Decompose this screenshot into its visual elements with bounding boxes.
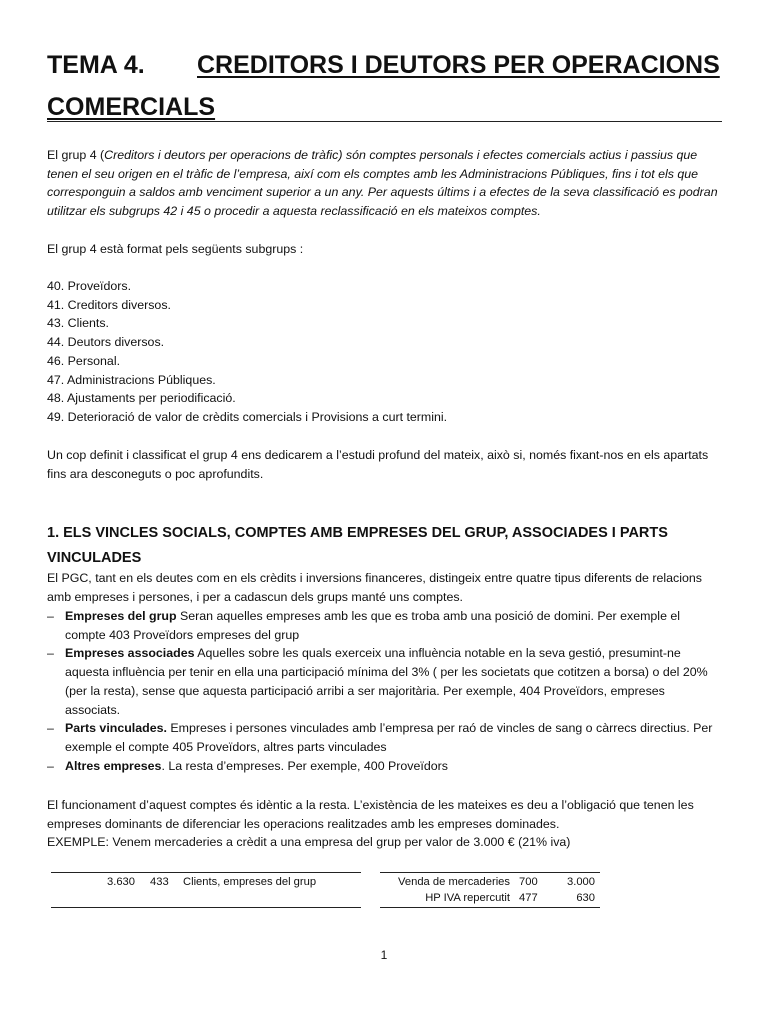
list-item — [47, 757, 719, 776]
bullet-text: . La resta d’empreses. Per exemple, 400 Proveïdors — [161, 758, 448, 773]
closing-text: El funcionament d’aquest comptes és idèntic a la resta. L’existència de les mateixes es deu a l’obligació que tenen les empreses dominants de diferenciar les operacions realitzades amb les empreses dominades. — [47, 798, 694, 831]
credit-account: HP IVA repercutit — [425, 892, 510, 904]
intro-text-start: El grup 4 ( — [47, 148, 105, 162]
list-item — [47, 607, 719, 644]
table-row — [380, 889, 600, 907]
subgroups-intro: El grup 4 està format pels següents subgrups : — [47, 242, 304, 256]
relation-types-list — [47, 607, 719, 775]
page-title — [47, 44, 722, 128]
section-heading: 1. ELS VINCLES SOCIALS, COMPTES AMB EMPRESES DEL GRUP, ASSOCIADES I PARTS VINCULADES — [47, 525, 668, 566]
bullet-term: Empreses associades — [65, 646, 195, 661]
list-item — [47, 644, 719, 719]
bullet-term: Parts vinculades. — [65, 721, 167, 736]
section-intro: El PGC, tant en els deutes com en els crèdits i inversions financeres, distingeix entre quatre tipus diferents de relacions amb empreses i persones, i per a cadascun dels grups manté uns comptes. — [47, 571, 702, 604]
list-item: 43. Clients. — [47, 316, 109, 331]
list-item — [47, 719, 719, 756]
subgroups-list — [47, 277, 447, 427]
intro-group-name: Creditors i deutors per operacions de tràfic — [104, 148, 339, 162]
title-divider — [47, 121, 722, 122]
ledger-bottom-rule — [380, 907, 600, 908]
bullet-text: Seran aquelles empreses amb les que es troba amb una posició de domini. Per exemple el compte 403 Proveïdors empreses del grup — [65, 609, 681, 642]
dash-bullet: – — [47, 646, 54, 661]
debit-amount: 3.630 — [107, 876, 135, 888]
bullet-term: Altres empreses — [65, 758, 162, 773]
closing-paragraph — [47, 796, 719, 852]
dash-bullet: – — [47, 721, 54, 736]
title-number: TEMA 4. — [47, 51, 145, 79]
credit-code: 700 — [519, 876, 538, 888]
list-item: 44. Deutors diversos. — [47, 335, 165, 350]
debit-code: 433 — [150, 876, 169, 888]
intro-paragraph — [47, 146, 719, 221]
credit-amount: 630 — [576, 892, 595, 904]
ledger-bottom-rule — [51, 907, 361, 908]
transition-paragraph: Un cop definit i classificat el grup 4 ens dedicarem a l’estudi profund del mateix, això si, només fixant-nos en els apartats fins ara desconeguts o poc aprofundits. — [47, 448, 709, 481]
bullet-text: Aquelles sobre les quals exerceix una influència notable en la seva gestió, presumint-ne aquesta influència per tenir en ella una participació mínima del 3% ( per les societats que cotitzen a borsa) o del 20% (per la resta), sense que aquesta participació arribi a ser majoritària. Per exemple, 404 Proveïdors, empreses associats. — [65, 646, 708, 717]
dash-bullet: – — [47, 609, 54, 623]
dash-bullet: – — [47, 758, 54, 773]
list-item: 49. Deterioració de valor de crèdits comercials i Provisions a curt termini. — [47, 409, 448, 424]
list-item: 48. Ajustaments per periodificació. — [47, 391, 236, 406]
intro-text-rest: ) són comptes personals i efectes comercials actius i passius que tenen el seu origen en el tràfic de l’empresa, així com els comptes amb les Administracions Públiques, fins i tot els que corresponguin a saldos amb venciment superior a un any. Per aquests últims i a efectes de la seva classificació es podran utilitzar els subgrups 42 i 45 o procedir a aquesta reclassificació en els mateixos comptes. — [47, 148, 718, 219]
example-text: EXEMPLE: Venem mercaderies a crèdit a una empresa del grup per valor de 3.000 € (21% iva) — [47, 835, 571, 850]
list-item: 41. Creditors diversos. — [47, 297, 171, 312]
bullet-term: Empreses del grup — [65, 609, 177, 623]
list-item: 46. Personal. — [47, 353, 121, 368]
credit-account: Venda de mercaderies — [398, 876, 510, 888]
title-text: CREDITORS I DEUTORS PER OPERACIONS COMERCIALS — [47, 51, 720, 121]
debit-account: Clients, empreses del grup — [183, 876, 317, 888]
page-number: 1 — [380, 948, 388, 962]
bullet-text: Empreses i persones vinculades amb l’empresa per raó de vincles de sang o càrrecs directius. Per exemple el compte 405 Proveïdors, altres parts vinculades — [65, 721, 713, 754]
table-row — [51, 873, 361, 891]
credit-amount: 3.000 — [567, 876, 595, 888]
list-item: 40. Proveïdors. — [47, 279, 132, 293]
list-item: 47. Administracions Públiques. — [47, 372, 216, 387]
credit-code: 477 — [519, 892, 538, 904]
